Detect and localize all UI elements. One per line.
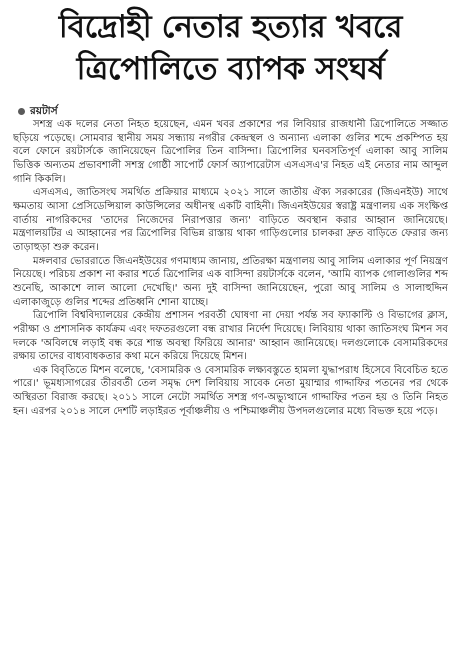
article-paragraph: এক বিবৃতিতে মিশন বলেছে, 'বেসামরিক ও বেসামরিক লক্ষ্যবস্তুতে হামলা যুদ্ধাপরাধ হিসেবে বিবেচিত হতে পারে।' ভূমধ্যসাগরের তীরবর্তী তেল সমৃদ্ধ দেশ লিবিয়ায় সাবেক নেতা মুয়াম্মার গাদ্দাফির পতনের পর থেকে অস্থিরতা বিরাজ করছে। ২০১১ সালে নেটো সমর্থিত সশস্ত্র গণ-অভ্যুত্থানে গাদ্দাফির পতন হয় ও তিনি নিহত হন। এরপর ২০১৪ সালে দেশটি লড়াইরত পূর্বাঞ্চলীয় ও পশ্চিমাঞ্চলীয় উপদলগুলোর মধ্যে বিভক্ত হয়ে পড়ে। (13, 364, 448, 417)
headline-line-1: বিদ্রোহী নেতার হত্যার খবরে (58, 9, 403, 45)
headline-line-2: ত্রিপোলিতে ব্যাপক সংঘর্ষ (76, 51, 385, 87)
article-paragraph: মঙ্গলবার ভোররাতে জিএনইউয়ের গণমাধ্যম জানায়, প্রতিরক্ষা মন্ত্রণালয় আবু সালিম এলাকার পূর্ণ নিয়ন্ত্রণ নিয়েছে। পরিচয় প্রকাশ না করার শর্তে ত্রিপোলির এক বাসিন্দা রয়টার্সকে বলেন, 'আমি ব্যাপক গোলাগুলির শব্দ শুনেছি, আকাশে লাল আলো দেখেছি।' অন্য দুই বাসিন্দা জানিয়েছেন, পুরো আবু সালিম ও সালাহুদ্দিন এলাকাজুড়ে গুলির শব্দের প্রতিধ্বনি শোনা যাচ্ছে। (13, 255, 448, 308)
byline (18, 104, 461, 118)
article-paragraph: সশস্ত্র এক দলের নেতা নিহত হয়েছেন, এমন খবর প্রকাশের পর লিবিয়ার রাজধানী ত্রিপোলিতে সজ্জাত ছড়িয়ে পড়েছে। সোমবার স্থানীয় সময় সন্ধ্যায় নগরীর কেন্দ্রস্থল ও অন্যান্য এলাকা গুলির শব্দে প্রকম্পিত হয় বলে ফোনে রয়টার্সকে জানিয়েছেন ত্রিপোলির তিন বাসিন্দা। ত্রিপোলির ঘনবসতিপূর্ণ এলাকা আবু সালিম ভিত্তিক অন্যতম প্রভাবশালী সশস্ত্র গোষ্ঠী সাপোর্ট ফোর্স অ্যাপারেটাস এসএসএ'র নিহত এই নেতার নাম আব্দুল গানি কিকলি। (13, 119, 448, 185)
bullet-icon (18, 108, 25, 115)
article-paragraph: এসএসএ, জাতিসংঘ সমর্থিত প্রক্রিয়ার মাধ্যমে ২০২১ সালে জাতীয় ঐক্য সরকারের (জিএনইউ) সাথে ক্ষমতায় আসা প্রেসিডেন্সিয়াল কাউন্সিলের অধীনস্থ একটি বাহিনী। জিএনইউয়ের স্বরাষ্ট্র মন্ত্রণালয় এক সংক্ষিপ্ত বার্তায় নাগরিকদের 'তাদের নিজেদের নিরাপত্তার জন্য' বাড়িতে অবস্থান করার আহ্বান জানিয়েছে। মন্ত্রণালয়টির এ আহ্বানের পর ত্রিপোলির বিভিন্ন রাস্তায় থাকা গাড়িগুলোর চালকরা দ্রুত বাড়িতে ফেরার জন্য তাড়াহুড়া শুরু করেন। (13, 187, 448, 253)
news-source: রয়টার্স (30, 105, 58, 117)
article-paragraph: ত্রিপোলি বিশ্ববিদ্যালয়ের কেন্দ্রীয় প্রশাসন পরবর্তী ঘোষণা না দেয়া পর্যন্ত সব ফ্যাকাল্টি ও বিভাগের ক্লাস, পরীক্ষা ও প্রশাসনিক কার্যক্রম এবং দফতরগুলো বন্ধ রাখার নির্দেশ দিয়েছে। লিবিয়ায় থাকা জাতিসংঘ মিশন সব দলকে 'অবিলম্বে লড়াই বন্ধ করে শান্ত অবস্থা ফিরিয়ে আনার' আহ্বান জানিয়েছে। দলগুলোকে বেসামরিকদের রক্ষায় তাদের বাধ্যবাধকতার কথা মনে করিয়ে দিয়েছে মিশন। (13, 310, 448, 363)
article-body (0, 118, 461, 418)
headline (0, 0, 461, 90)
